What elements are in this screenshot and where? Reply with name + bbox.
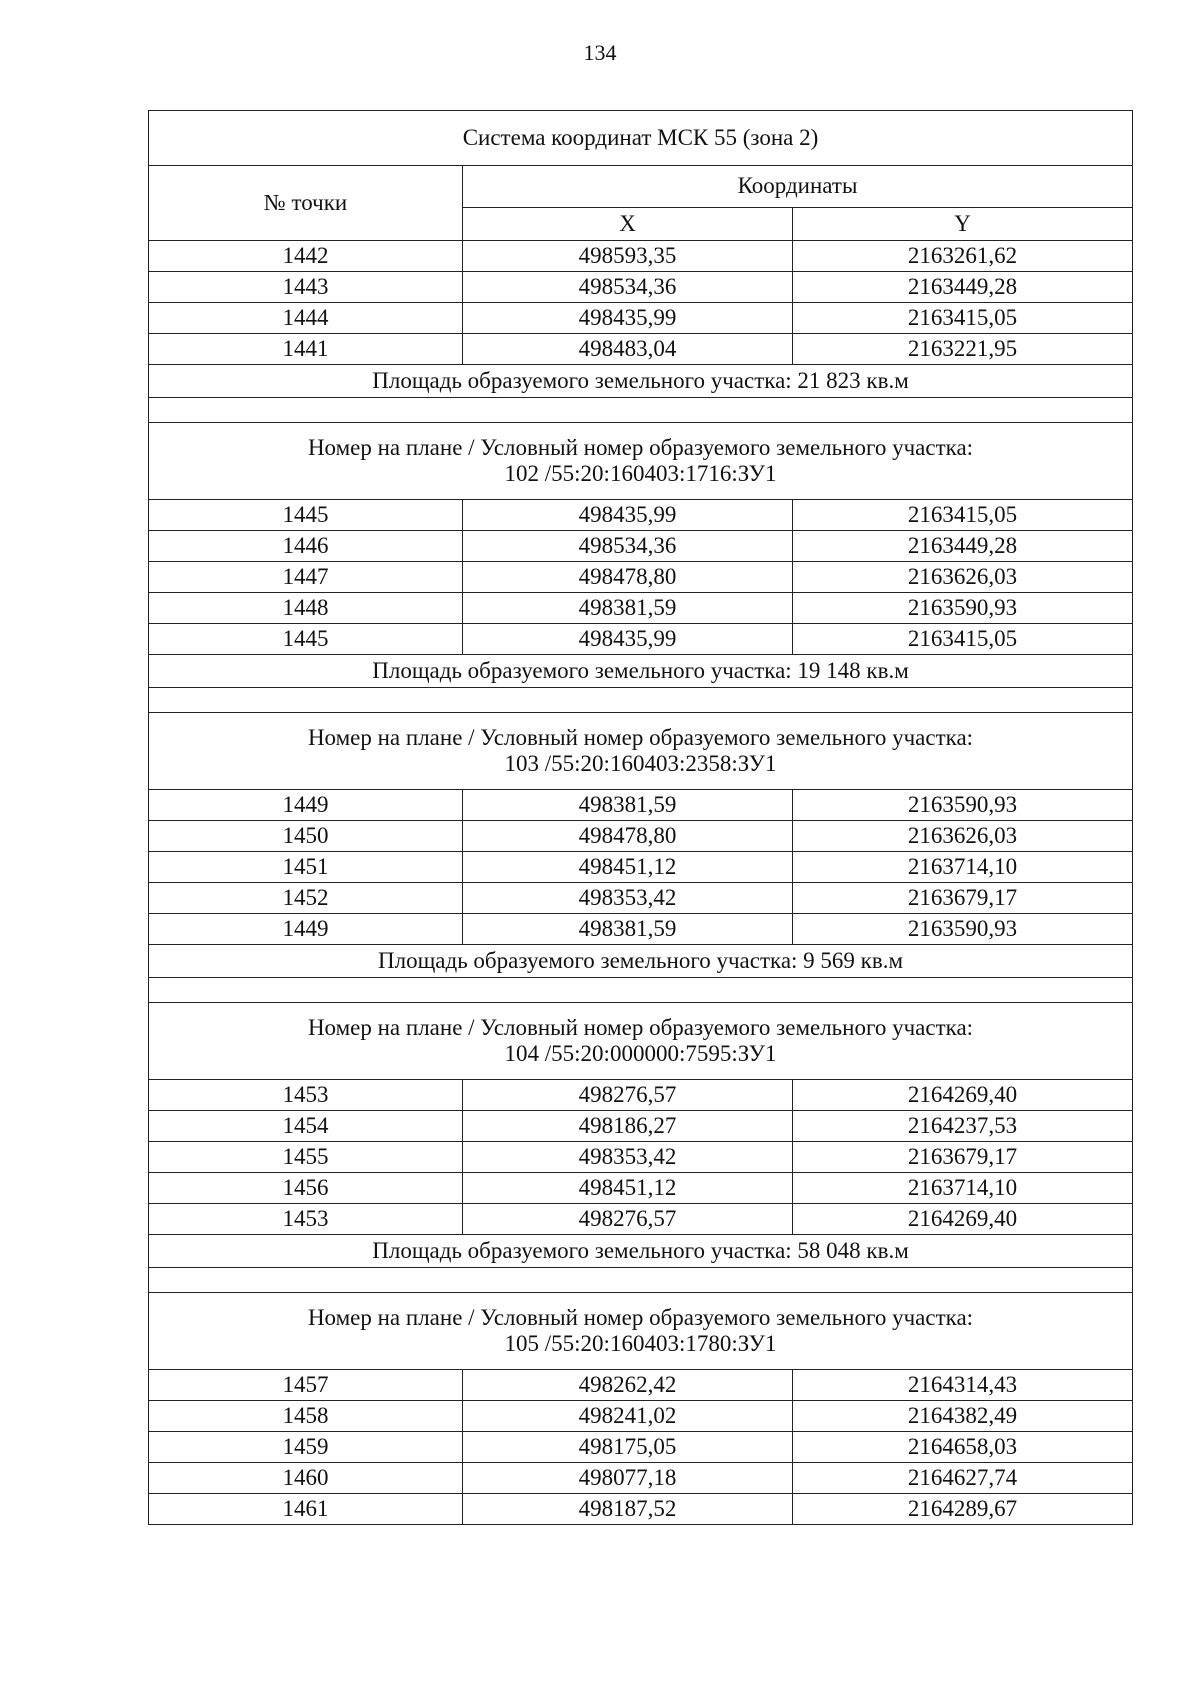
table-row	[149, 1432, 1133, 1463]
y-coordinate-cell: 2164237,53	[793, 1111, 1133, 1142]
point-number-cell: 1452	[149, 883, 463, 914]
y-coordinate-cell: 2163449,28	[793, 272, 1133, 303]
table-row	[149, 790, 1133, 821]
y-header: Y	[793, 207, 1133, 240]
x-coordinate-cell: 498435,99	[463, 500, 793, 531]
point-number-cell: 1453	[149, 1080, 463, 1111]
y-coordinate-cell: 2163449,28	[793, 531, 1133, 562]
point-number-cell: 1457	[149, 1370, 463, 1401]
plot-title: Номер на плане / Условный номер образуемого земельного участка:	[307, 725, 974, 750]
x-coordinate-cell: 498451,12	[463, 1173, 793, 1204]
x-coordinate-cell: 498593,35	[463, 241, 793, 272]
y-coordinate-cell: 2163714,10	[793, 852, 1133, 883]
y-coordinate-cell: 2164269,40	[793, 1080, 1133, 1111]
table-row	[149, 1173, 1133, 1204]
table-row	[149, 852, 1133, 883]
y-coordinate-cell: 2164314,43	[793, 1370, 1133, 1401]
coordinate-system-row	[149, 111, 1133, 166]
x-coordinate-cell: 498353,42	[463, 883, 793, 914]
point-number-cell: 1447	[149, 562, 463, 593]
table-row	[149, 241, 1133, 272]
table-row	[149, 562, 1133, 593]
table-row	[149, 593, 1133, 624]
x-coordinate-cell: 498175,05	[463, 1432, 793, 1463]
x-coordinate-cell: 498353,42	[463, 1142, 793, 1173]
table-row	[149, 272, 1133, 303]
plot-header-row	[149, 1293, 1133, 1370]
y-coordinate-cell: 2164382,49	[793, 1401, 1133, 1432]
x-coordinate-cell: 498381,59	[463, 790, 793, 821]
y-coordinate-cell: 2163714,10	[793, 1173, 1133, 1204]
point-number-cell: 1456	[149, 1173, 463, 1204]
point-number-cell: 1443	[149, 272, 463, 303]
table-row	[149, 1111, 1133, 1142]
spacer-cell	[149, 398, 1133, 423]
x-coordinate-cell: 498241,02	[463, 1401, 793, 1432]
x-coordinate-cell: 498276,57	[463, 1080, 793, 1111]
y-coordinate-cell: 2163415,05	[793, 500, 1133, 531]
table-row	[149, 531, 1133, 562]
area-cell: Площадь образуемого земельного участка: 19 148 кв.м	[149, 655, 1133, 688]
x-coordinate-cell: 498534,36	[463, 272, 793, 303]
spacer-cell	[149, 688, 1133, 713]
point-number-cell: 1449	[149, 914, 463, 945]
point-number-cell: 1446	[149, 531, 463, 562]
y-coordinate-cell: 2163261,62	[793, 241, 1133, 272]
table-row	[149, 500, 1133, 531]
table-row	[149, 1370, 1133, 1401]
point-number-cell: 1441	[149, 334, 463, 365]
x-coordinate-cell: 498478,80	[463, 562, 793, 593]
coordinates-table	[148, 110, 1133, 1525]
x-coordinate-cell: 498077,18	[463, 1463, 793, 1494]
spacer-cell	[149, 978, 1133, 1003]
y-coordinate-cell: 2164627,74	[793, 1463, 1133, 1494]
x-coordinate-cell: 498534,36	[463, 531, 793, 562]
y-coordinate-cell: 2163679,17	[793, 883, 1133, 914]
x-header: X	[463, 207, 793, 240]
plot-header-row	[149, 423, 1133, 500]
y-coordinate-cell: 2164269,40	[793, 1204, 1133, 1235]
x-coordinate-cell: 498381,59	[463, 914, 793, 945]
point-number-cell: 1445	[149, 624, 463, 655]
plot-header-cell	[149, 1293, 1133, 1370]
area-row	[149, 365, 1133, 398]
plot-title: Номер на плане / Условный номер образуемого земельного участка:	[307, 1305, 974, 1330]
point-number-cell: 1448	[149, 593, 463, 624]
point-number-cell: 1449	[149, 790, 463, 821]
point-number-cell: 1450	[149, 821, 463, 852]
y-coordinate-cell: 2164658,03	[793, 1432, 1133, 1463]
plot-title: Номер на плане / Условный номер образуемого земельного участка:	[307, 435, 974, 460]
section-spacer	[149, 688, 1133, 713]
y-coordinate-cell: 2163590,93	[793, 593, 1133, 624]
area-row	[149, 1235, 1133, 1268]
plot-header-cell	[149, 1003, 1133, 1080]
section-spacer	[149, 1268, 1133, 1293]
plot-number: 102 /55:20:160403:1716:ЗУ1	[504, 461, 777, 486]
x-coordinate-cell: 498381,59	[463, 593, 793, 624]
x-coordinate-cell: 498435,99	[463, 624, 793, 655]
table-row	[149, 883, 1133, 914]
x-coordinate-cell: 498483,04	[463, 334, 793, 365]
point-number-cell: 1442	[149, 241, 463, 272]
point-number-cell: 1455	[149, 1142, 463, 1173]
header-row	[149, 166, 1133, 208]
x-coordinate-cell: 498187,52	[463, 1494, 793, 1525]
plot-number: 105 /55:20:160403:1780:ЗУ1	[504, 1331, 777, 1356]
table-row	[149, 821, 1133, 852]
page-number: 134	[583, 40, 617, 65]
point-number-header: № точки	[149, 166, 463, 241]
table-row	[149, 914, 1133, 945]
table-row	[149, 1401, 1133, 1432]
table-row	[149, 1494, 1133, 1525]
y-coordinate-cell: 2163626,03	[793, 821, 1133, 852]
x-coordinate-cell: 498186,27	[463, 1111, 793, 1142]
table-row	[149, 1142, 1133, 1173]
point-number-cell: 1458	[149, 1401, 463, 1432]
plot-title: Номер на плане / Условный номер образуемого земельного участка:	[307, 1015, 974, 1040]
table-row	[149, 624, 1133, 655]
point-number-cell: 1453	[149, 1204, 463, 1235]
coordinate-system-title: Система координат МСК 55 (зона 2)	[149, 111, 1133, 166]
area-row	[149, 655, 1133, 688]
y-coordinate-cell: 2163590,93	[793, 914, 1133, 945]
x-coordinate-cell: 498478,80	[463, 821, 793, 852]
y-coordinate-cell: 2163590,93	[793, 790, 1133, 821]
point-number-cell: 1459	[149, 1432, 463, 1463]
y-coordinate-cell: 2163221,95	[793, 334, 1133, 365]
section-spacer	[149, 978, 1133, 1003]
area-cell: Площадь образуемого земельного участка: 58 048 кв.м	[149, 1235, 1133, 1268]
plot-header-row	[149, 713, 1133, 790]
y-coordinate-cell: 2163679,17	[793, 1142, 1133, 1173]
x-coordinate-cell: 498435,99	[463, 303, 793, 334]
x-coordinate-cell: 498276,57	[463, 1204, 793, 1235]
y-coordinate-cell: 2164289,67	[793, 1494, 1133, 1525]
plot-number: 104 /55:20:000000:7595:ЗУ1	[504, 1041, 777, 1066]
plot-number: 103 /55:20:160403:2358:ЗУ1	[504, 751, 777, 776]
plot-header-cell	[149, 713, 1133, 790]
point-number-cell: 1461	[149, 1494, 463, 1525]
point-number-cell: 1460	[149, 1463, 463, 1494]
table-row	[149, 334, 1133, 365]
y-coordinate-cell: 2163415,05	[793, 303, 1133, 334]
point-number-cell: 1454	[149, 1111, 463, 1142]
table-row	[149, 1463, 1133, 1494]
y-coordinate-cell: 2163626,03	[793, 562, 1133, 593]
area-cell: Площадь образуемого земельного участка: 9 569 кв.м	[149, 945, 1133, 978]
coordinates-header: Координаты	[463, 166, 1133, 208]
area-row	[149, 945, 1133, 978]
plot-header-row	[149, 1003, 1133, 1080]
table-row	[149, 1204, 1133, 1235]
y-coordinate-cell: 2163415,05	[793, 624, 1133, 655]
point-number-cell: 1444	[149, 303, 463, 334]
x-coordinate-cell: 498262,42	[463, 1370, 793, 1401]
spacer-cell	[149, 1268, 1133, 1293]
x-coordinate-cell: 498451,12	[463, 852, 793, 883]
area-cell: Площадь образуемого земельного участка: 21 823 кв.м	[149, 365, 1133, 398]
table-row	[149, 303, 1133, 334]
point-number-cell: 1445	[149, 500, 463, 531]
point-number-cell: 1451	[149, 852, 463, 883]
table-row	[149, 1080, 1133, 1111]
section-spacer	[149, 398, 1133, 423]
plot-header-cell	[149, 423, 1133, 500]
